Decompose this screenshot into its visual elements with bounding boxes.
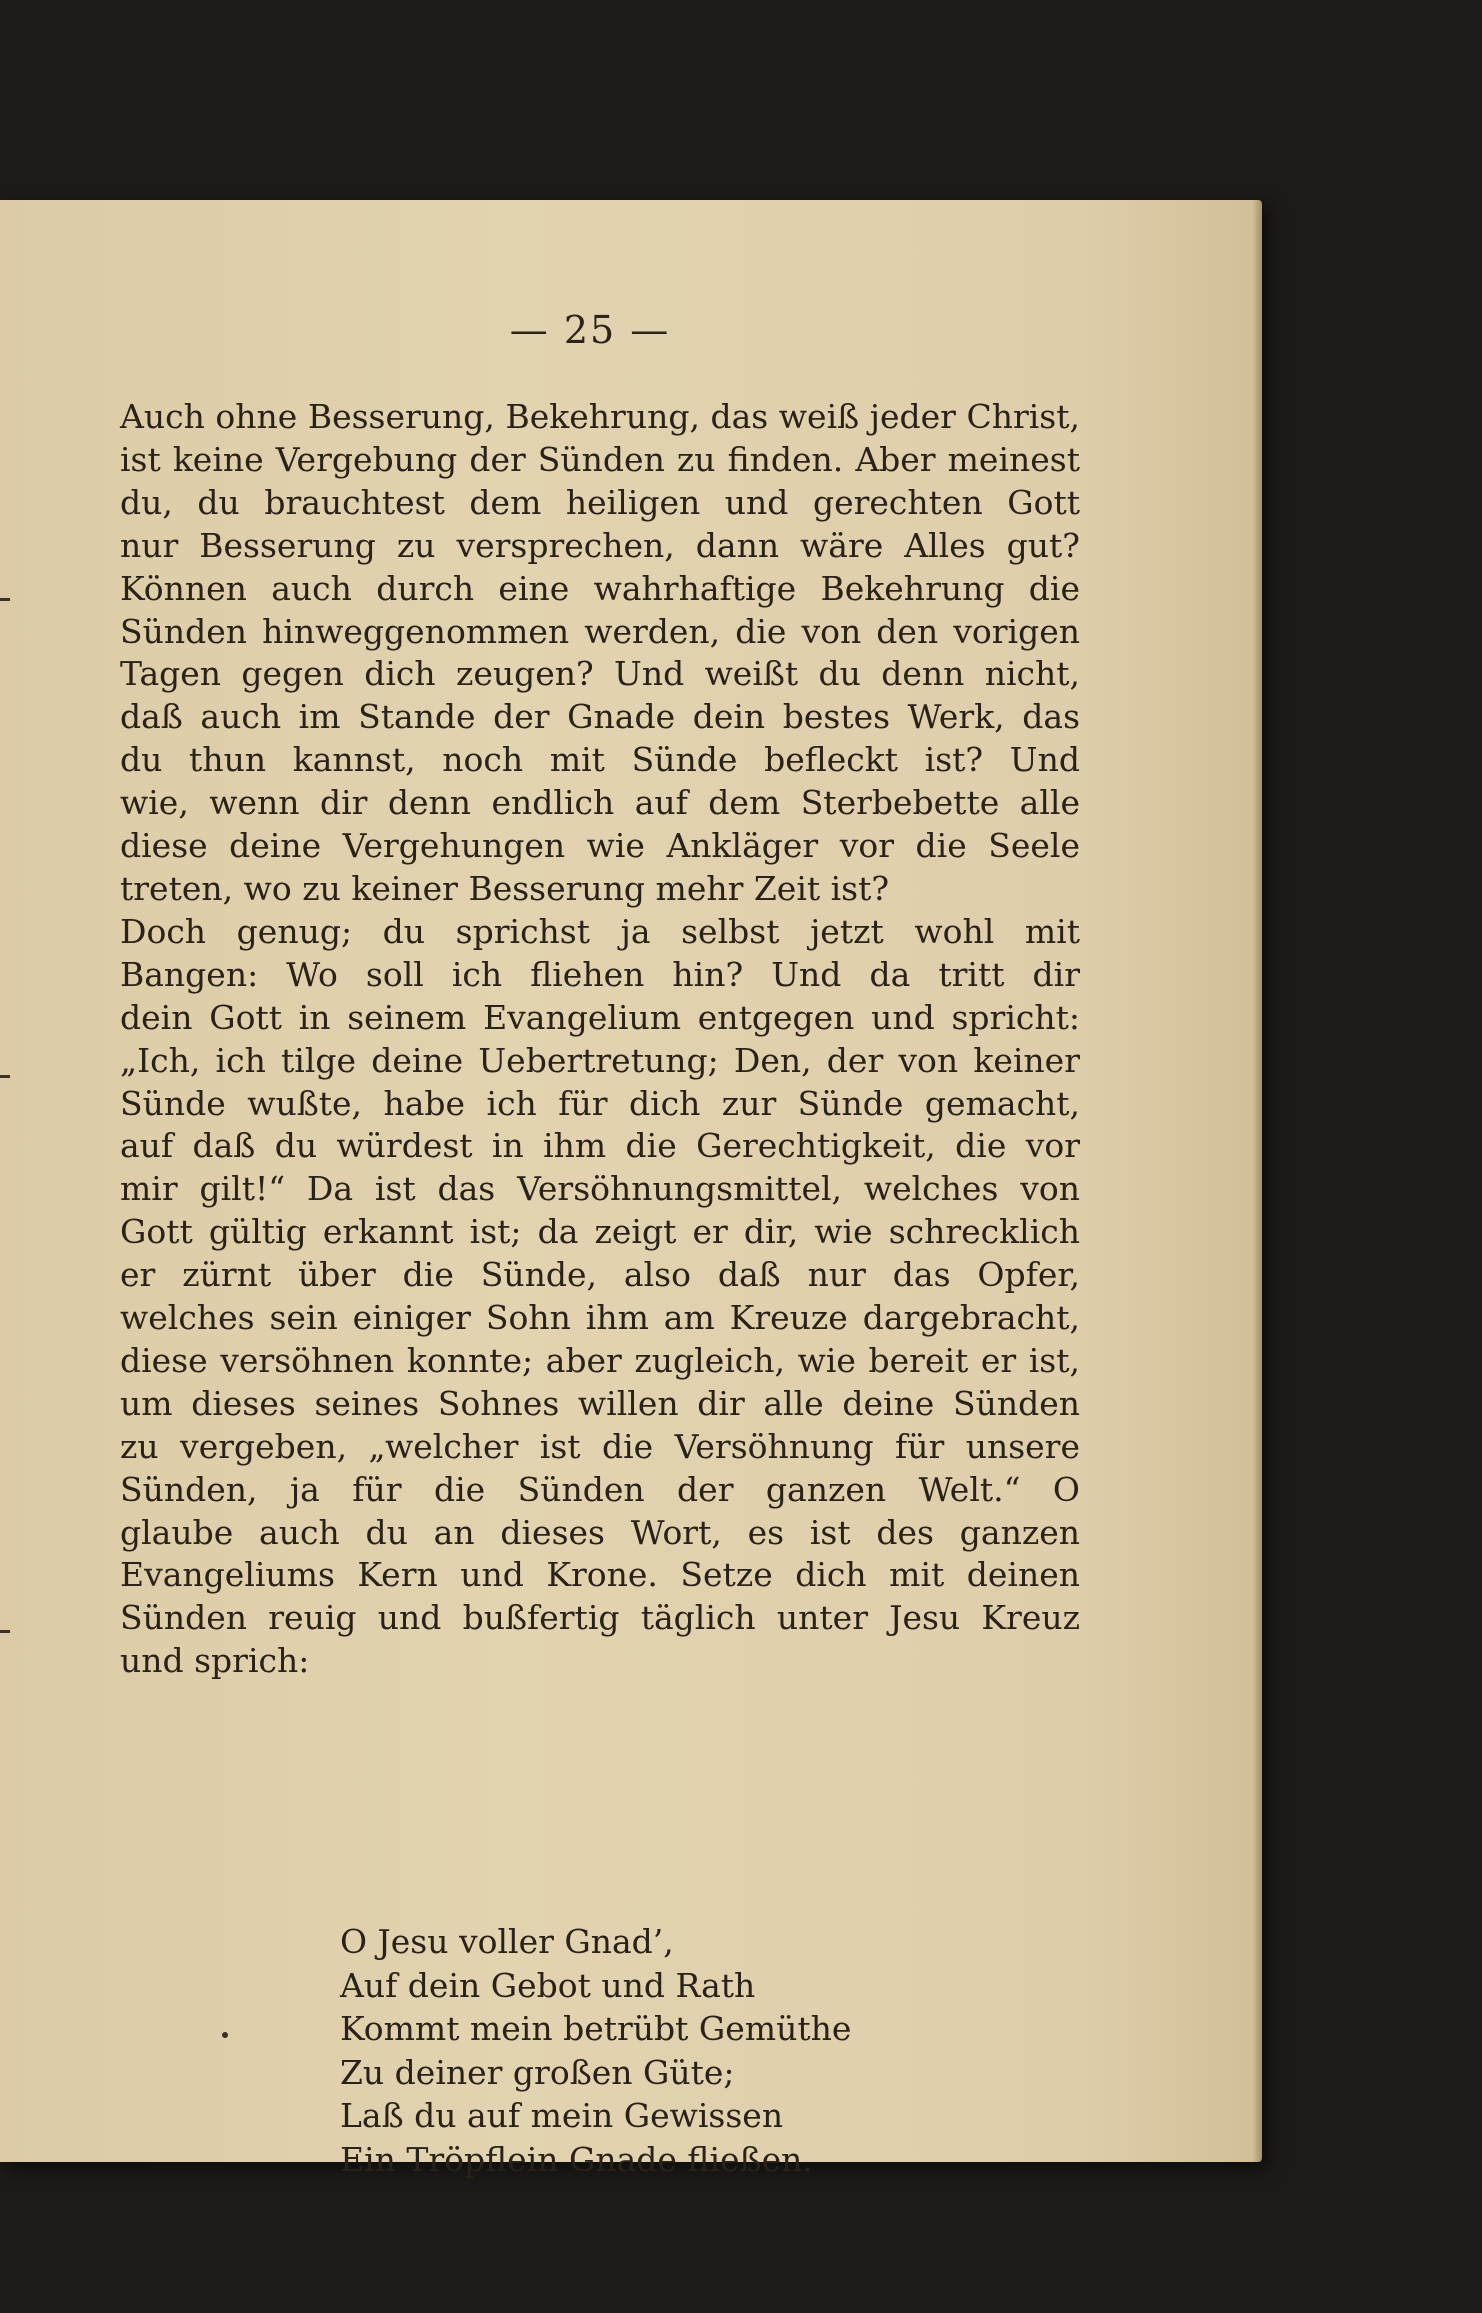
text-line: nur Besserung zu versprechen, dann wäre Alles gut?: [120, 525, 1080, 565]
body-paragraph: [120, 396, 1080, 1683]
text-line: Sünden reuig und bußfertig täglich unter Jesu Kreuz: [120, 1598, 1080, 1638]
verse-line: O Jesu voller Gnad’,: [340, 1922, 674, 1961]
text-line: um dieses seines Sohnes willen dir alle deine Sünden: [120, 1383, 1080, 1423]
text-line: Tagen gegen dich zeugen? Und weißt du denn nicht,: [120, 654, 1080, 694]
text-line: Sünde wußte, habe ich für dich zur Sünde gemacht,: [120, 1083, 1080, 1123]
text-line: zu vergeben, „welcher ist die Versöhnung für unsere: [120, 1426, 1080, 1466]
text-line: Bangen: Wo soll ich fliehen hin? Und da tritt dir: [120, 954, 1080, 994]
text-line: auf daß du würdest in ihm die Gerechtigkeit, die vor: [120, 1126, 1080, 1166]
page-edge-mark: [0, 1075, 10, 1078]
text-line: Sünden hinweggenommen werden, die von den vorigen: [120, 611, 1080, 651]
text-line: Evangeliums Kern und Krone. Setze dich mit deinen: [120, 1555, 1080, 1595]
verse-line: Laß du auf mein Gewissen: [340, 2096, 784, 2136]
text-line: wie, wenn dir denn endlich auf dem Sterbebette alle: [120, 783, 1080, 823]
text-line: glaube auch du an dieses Wort, es ist des ganzen: [120, 1512, 1080, 1552]
ink-speck: [222, 2032, 228, 2038]
book-page: [0, 200, 1262, 2179]
page-edge-mark: [0, 1630, 10, 1633]
verse-line: Auf dein Gebot und Rath: [340, 1965, 756, 2005]
text-line: ist keine Vergebung der Sünden zu finden. Aber meinest: [120, 439, 1080, 479]
text-line: du, du brauchtest dem heiligen und gerechten Gott: [120, 482, 1080, 522]
text-line: mir gilt!“ Da ist das Versöhnungsmittel, welches von: [120, 1169, 1080, 1209]
hymn-verse: [340, 1920, 851, 2182]
text-line: du thun kannst, noch mit Sünde befleckt ist? Und: [120, 740, 1080, 780]
text-line: und sprich:: [120, 1641, 310, 1681]
page-edge-mark: [0, 598, 10, 601]
text-line: Auch ohne Besserung, Bekehrung, das weiß jeder Christ,: [120, 397, 1080, 436]
text-line: diese deine Vergehungen wie Ankläger vor die Seele: [120, 826, 1080, 866]
verse-line: Kommt mein betrübt Gemüthe: [340, 2009, 852, 2049]
verse-line: Zu deiner großen Güte;: [340, 2052, 735, 2092]
text-line: er zürnt über die Sünde, also daß nur das Opfer,: [120, 1255, 1080, 1295]
text-line: Können auch durch eine wahrhaftige Bekehrung die: [120, 568, 1080, 608]
page-edge: [1252, 200, 1262, 2162]
text-line: Doch genug; du sprichst ja selbst jetzt wohl mit: [120, 911, 1080, 951]
verse-line: Ein Tröpflein Gnade fließen.: [340, 2139, 813, 2179]
text-line: daß auch im Stande der Gnade dein bestes Werk, das: [120, 697, 1080, 737]
text-line: „Ich, ich tilge deine Uebertretung; Den, der von keiner: [120, 1040, 1080, 1080]
text-line: welches sein einiger Sohn ihm am Kreuze dargebracht,: [120, 1298, 1080, 1338]
text-line: diese versöhnen konnte; aber zugleich, wie bereit er ist,: [120, 1340, 1080, 1380]
text-line: Gott gültig erkannt ist; da zeigt er dir, wie schrecklich: [120, 1212, 1080, 1252]
text-line: treten, wo zu keiner Besserung mehr Zeit ist?: [120, 868, 890, 908]
page-number: — 25 —: [509, 308, 671, 352]
text-line: Sünden, ja für die Sünden der ganzen Welt.“ O: [120, 1469, 1080, 1509]
text-line: dein Gott in seinem Evangelium entgegen und spricht:: [120, 997, 1080, 1037]
